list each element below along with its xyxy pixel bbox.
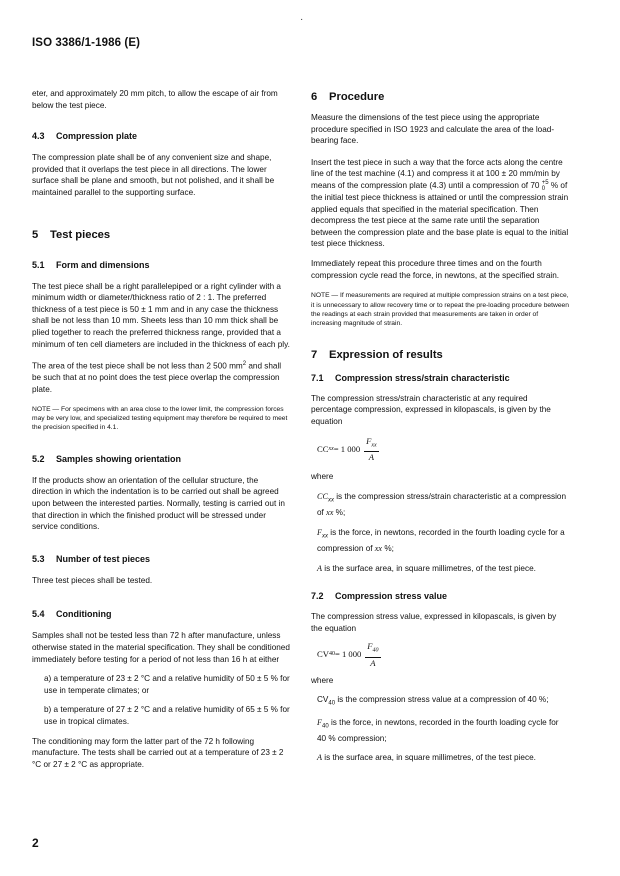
definition: A is the surface area, in square millimetres, of the test piece. bbox=[317, 752, 536, 762]
definition-list bbox=[311, 694, 569, 764]
page-number: 2 bbox=[32, 836, 39, 850]
definition-list bbox=[311, 491, 569, 574]
heading-6: 6 Procedure bbox=[311, 91, 385, 103]
definition: $CV_{40}$ is the compression stress value at a compression of 40 %; bbox=[317, 694, 549, 707]
paragraph: The compression stress value, expressed in kilopascals, is given by the equation bbox=[311, 612, 557, 633]
paragraph: Samples shall not be tested less than 72 h after manufacture, unless otherwise stated in the material specification. They shall be conditioned immediately before testing for a period of not less than 16 h at either bbox=[32, 631, 290, 664]
note: NOTE — For specimens with an area close to the lower limit, the compression forces may be very low, and specialized testing equipment may therefore be required to meet the precision specified in 4.1. bbox=[32, 405, 288, 432]
heading-5-4: 5.4 Conditioning bbox=[32, 609, 112, 620]
paragraph: Immediately repeat this procedure three times and on the fourth compression cycle read the force, in newtons, at the specified strain. bbox=[311, 258, 560, 280]
where-label: where bbox=[311, 472, 334, 482]
heading-5: 5 Test pieces bbox=[32, 228, 111, 241]
heading-5-3: 5.3 Number of test pieces bbox=[32, 553, 151, 564]
paragraph: The area of the test piece shall be not less than 2 500 $mm^2$ and shall be such that at no point does the test piece overlap the compression plate. bbox=[32, 361, 282, 395]
continued-text: eter, and approximately 20 mm pitch, to allow the escape of air from below the test piece. bbox=[32, 89, 278, 110]
paragraph: The compression plate shall be of any convenient size and shape, provided that it overlaps the test piece in all directions. The lower surface shall be plane and smooth, but not polished, and it shall be maintained parallel to the supporting surface. bbox=[32, 153, 275, 197]
condition-list bbox=[32, 673, 290, 727]
heading-4-3: 4.3 Compression plate bbox=[32, 131, 138, 142]
right-column bbox=[311, 88, 569, 763]
stray-mark: · bbox=[300, 14, 304, 25]
definition: $F_{xx}$ is the force, in newtons, recorded in the fourth loading cycle for a compression of xx %; bbox=[317, 527, 565, 553]
heading-7-1: 7.1 Compression stress/strain characteristic bbox=[311, 372, 510, 383]
document-header: ISO 3386/1-1986 (E) bbox=[32, 37, 141, 49]
paragraph: Measure the dimensions of the test piece using the appropriate procedure specified in ISO 1923 and calculate the area of the load-bearing face. bbox=[311, 113, 555, 146]
heading-7: 7 Expression of results bbox=[311, 348, 443, 361]
paragraph: Three test pieces shall be tested. bbox=[32, 575, 153, 585]
definition: $F_{40}$ is the force, in newtons, recorded in the fourth loading cycle for 40 % compression; bbox=[317, 717, 559, 744]
where-label: where bbox=[311, 676, 334, 685]
list-item: b) a temperature of 27 ± 2 °C and a relative humidity of 65 ± 5 % for use in tropical climates. bbox=[44, 705, 290, 726]
paragraph: If the products show an orientation of the cellular structure, the direction in which the indentation is to be carried out shall be agreed upon between the interested parties. Normally, testing is carried out in that direction in which the finished product will be stressed under service conditions. bbox=[32, 475, 285, 532]
paragraph: The test piece shall be a right parallelepiped or a right cylinder with a minimum width or diameter/thickness ratio of 2 : 1. The preferred thickness of a test piece is 50 ± 1 mm and in any case the thickness shall be not less than 10 mm. Sheets less than 10 mm thick shall be plied together to reach the preferred thickness range, provided that a minimum of ten cell diameters are included in the thickness of each ply. bbox=[32, 281, 290, 349]
heading-7-2: 7.2 Compression stress value bbox=[311, 591, 448, 602]
paragraph: Insert the test piece in such a way that the force acts along the centre line of the test machine (4.1) and compress it at 100 ± 20 mm/min by means of the compression plate (4.3) until a compression of 70 +5 0 % of the initial test piece thickness is attained or until the compression strain applied equals that specified in the material specification. Then decompress the test piece at the same rate until the separation between the compression plate and the base plate is equal to the initial test piece thickness. bbox=[311, 157, 569, 249]
list-item: a) a temperature of 23 ± 2 °C and a relative humidity of 50 ± 5 % for use in temperate climates; or bbox=[44, 674, 290, 695]
heading-5-1: 5.1 Form and dimensions bbox=[32, 259, 150, 270]
equation-cv: CV 40 = 1 000 $\frac{F_{40}}{A}$ bbox=[317, 641, 379, 668]
paragraph: The compression stress/strain characteristic at any required percentage compression, expressed in kilopascals, is given by the equation bbox=[311, 393, 551, 426]
note: NOTE — If measurements are required at multiple compression strains on a test piece, it is unnecessary to allow recovery time or to repeat the pre-loading procedure between the readings at each strain provided that measurements are taken in order of increasing magnitude of strain. bbox=[311, 292, 569, 328]
paragraph: The conditioning may form the latter part of the 72 h following manufacture. The tests shall be carried out at a temperature of 23 ± 2 °C or 27 ± 2 °C as appropriate. bbox=[32, 736, 284, 769]
definition: $CC_{xx}$ is the compression stress/strain characteristic at a compression of xx %; bbox=[317, 491, 567, 518]
heading-5-2: 5.2 Samples showing orientation bbox=[32, 453, 182, 464]
definition: A is the surface area, in square millimetres, of the test piece. bbox=[317, 563, 536, 573]
left-column bbox=[32, 88, 290, 770]
equation-cc: CC xx = 1 000 $\frac{F_{xx}}{A}$ bbox=[317, 435, 377, 463]
